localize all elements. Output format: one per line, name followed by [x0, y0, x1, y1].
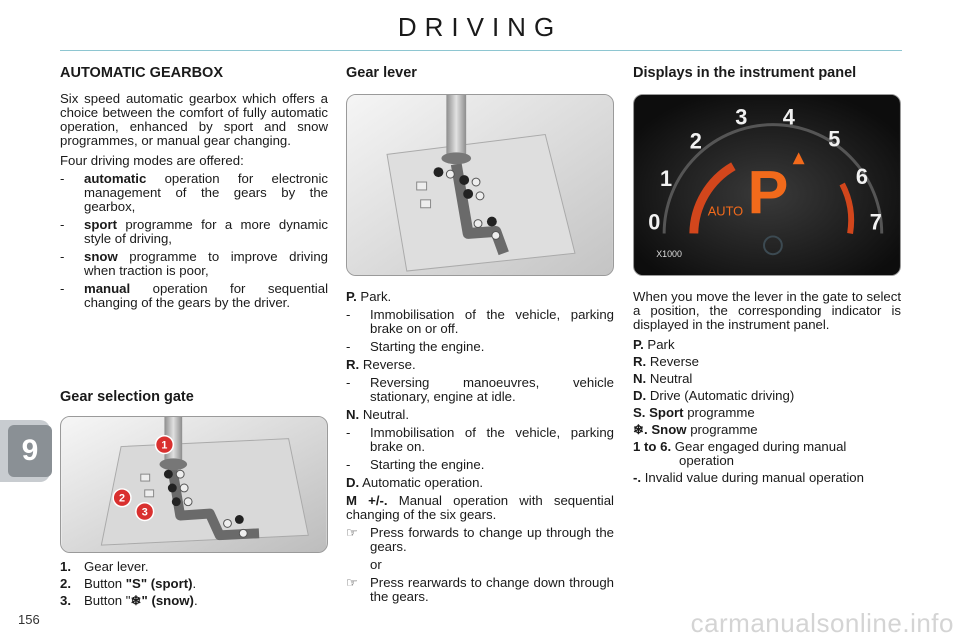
display-item: [633, 389, 901, 403]
lever-plain: or: [370, 557, 382, 572]
lever-detail-text: Starting the engine.: [370, 457, 485, 472]
display-code: -.: [633, 470, 642, 485]
chapter-number: 9: [8, 425, 52, 477]
lever-detail-mark: -: [346, 307, 351, 322]
lever-position-code: R.: [346, 357, 360, 372]
lever-detail: [346, 458, 614, 472]
gear-lever-illustration: [346, 94, 614, 276]
display-item: [633, 471, 901, 485]
display-item: [633, 338, 901, 352]
display-desc: programme: [686, 422, 758, 437]
display-item: [633, 440, 901, 468]
lever-detail-text: Reversing manoeuvres, vehicle stationary, engine at idle.: [370, 375, 614, 404]
mode-desc: operation for electronic management of the gears by the gearbox,: [84, 171, 328, 214]
callout-3-label: 3: [141, 506, 148, 519]
tick-2: 2: [689, 128, 702, 154]
lever-position: [346, 408, 614, 422]
lever-detail: [346, 526, 614, 554]
header-rule: [60, 50, 902, 51]
auto-indicator: AUTO: [707, 203, 744, 219]
lever-position: [346, 358, 614, 372]
column-automatic-gearbox: [60, 66, 328, 314]
lever-position: [346, 494, 614, 522]
mode-text: [84, 282, 328, 310]
legend-bold: "S" (sport): [125, 576, 193, 591]
display-code: P.: [633, 337, 644, 352]
instrument-panel-illustration: [633, 94, 901, 276]
lever-detail-text: Press forwards to change up through the gears.: [370, 525, 614, 554]
tick-1: 1: [660, 165, 673, 191]
legend-pre: Button ": [84, 593, 131, 608]
display-desc: Park: [643, 337, 675, 352]
gear-lever-text: [346, 290, 614, 608]
legend-number: 1.: [60, 559, 71, 574]
callout-3: [136, 503, 154, 521]
display-code: R.: [633, 354, 647, 369]
legend-number: 2.: [60, 576, 71, 591]
legend-pre: Gear lever.: [84, 559, 149, 574]
tick-7: 7: [869, 209, 882, 235]
display-code: N.: [633, 371, 647, 386]
tick-0: 0: [648, 209, 661, 235]
display-list: [633, 338, 901, 485]
lever-position-desc: Reverse.: [359, 357, 416, 372]
legend-post: .: [193, 593, 198, 608]
display-desc: programme: [683, 405, 755, 420]
section-title-automatic-gearbox: AUTOMATIC GEARBOX: [60, 65, 223, 81]
lever-detail-mark: ☞: [346, 525, 358, 540]
lever-detail-mark: ☞: [346, 575, 358, 590]
mode-dash: -: [60, 249, 65, 264]
lever-detail-mark: -: [346, 457, 351, 472]
lever-position-code: P.: [346, 289, 357, 304]
modes-intro: Four driving modes are offered:: [60, 153, 244, 168]
display-item: [633, 423, 901, 437]
display-item: [633, 355, 901, 369]
legend-post: .: [192, 576, 197, 591]
displays-text: [633, 290, 901, 488]
lever-position: [346, 290, 614, 304]
mode-name: snow: [84, 249, 118, 264]
lever-list: [346, 290, 614, 604]
lever-position-code: M +/-.: [346, 493, 388, 508]
lever-position-code: D.: [346, 475, 360, 490]
display-item: [633, 406, 901, 420]
legend-item: [60, 577, 328, 591]
gear-gate-illustration: [60, 416, 328, 553]
gate-legend: [60, 560, 328, 611]
legend-item: [60, 560, 328, 574]
gear-lever-drawing: [347, 95, 613, 275]
tick-4: 4: [782, 104, 795, 130]
tick-5: 5: [828, 126, 841, 152]
lever-detail-text: Immobilisation of the vehicle, parking brake on.: [370, 425, 614, 454]
lever-detail-mark: -: [346, 375, 351, 390]
mode-name: sport: [84, 217, 117, 232]
lever-detail: [346, 308, 614, 336]
mode-desc: programme to improve driving when traction is poor,: [84, 249, 328, 278]
page-number: 156: [18, 612, 40, 627]
modes-list: [60, 172, 328, 310]
instrument-dial: [634, 95, 900, 275]
lever-detail: [346, 340, 614, 354]
gate-section: [60, 390, 328, 416]
lever-detail-text: Immobilisation of the vehicle, parking brake on or off.: [370, 307, 614, 336]
display-desc: Drive (Automatic driving): [646, 388, 795, 403]
display-item: [633, 372, 901, 386]
gear-gate-drawing: [61, 417, 327, 552]
legend-number: 3.: [60, 593, 71, 608]
column-displays: [633, 66, 901, 92]
mode-name: manual: [84, 281, 131, 296]
legend-text: [84, 560, 149, 574]
lever-detail: [346, 576, 614, 604]
watermark: carmanualsonline.info: [690, 608, 954, 638]
legend-pre: Button: [84, 576, 126, 591]
lever-detail-text: Press rearwards to change down through the gears.: [370, 575, 614, 604]
legend-bold: ❄" (snow): [130, 593, 194, 608]
mode-dash: -: [60, 281, 65, 296]
callout-1-label: 1: [161, 439, 168, 452]
display-code: ❄. Snow: [633, 422, 687, 437]
display-desc: Invalid value during manual operation: [641, 470, 864, 485]
section-title-displays: Displays in the instrument panel: [633, 65, 857, 81]
callout-2-label: 2: [119, 492, 126, 505]
legend-item: [60, 594, 328, 608]
mode-text: [84, 172, 328, 214]
gear-lever-shaft: [446, 95, 466, 160]
lever-detail-mark: -: [346, 339, 351, 354]
intro-paragraph: Six speed automatic gearbox which offers a choice between the comfort of fully automatic operation, enhanced by sport and snow programmes, or manual gear changing.: [60, 91, 328, 148]
lever-detail-text: Starting the engine.: [370, 339, 485, 354]
display-code: S. Sport: [633, 405, 684, 420]
lever-detail: [346, 376, 614, 404]
display-desc: Neutral: [646, 371, 693, 386]
section-title-gear-selection-gate: Gear selection gate: [60, 389, 194, 405]
lever-detail-mark: -: [346, 425, 351, 440]
display-desc: Gear engaged during manual operation: [671, 439, 847, 468]
lever-position-code: N.: [346, 407, 360, 422]
mode-item: [60, 282, 328, 310]
legend-text: [84, 594, 198, 608]
mode-dash: -: [60, 171, 65, 186]
mode-desc: programme for a more dynamic style of driving,: [84, 217, 328, 246]
callout-2: [113, 489, 131, 507]
mode-dash: -: [60, 217, 65, 232]
mode-item: [60, 172, 328, 214]
tick-6: 6: [855, 164, 868, 190]
legend-list: [60, 560, 328, 608]
mode-item: [60, 218, 328, 246]
lever-position-desc: Neutral.: [359, 407, 410, 422]
lever-position: [346, 476, 614, 490]
callout-1: [156, 436, 174, 454]
mode-desc: operation for sequential changing of the gears by the driver.: [84, 281, 328, 310]
rpm-unit: X1000: [656, 249, 682, 260]
section-title-gear-lever: Gear lever: [346, 65, 417, 81]
mode-text: [84, 218, 328, 246]
mode-item: [60, 250, 328, 278]
mode-text: [84, 250, 328, 278]
column-gear-lever: [346, 66, 614, 92]
display-code: D.: [633, 388, 647, 403]
legend-text: [84, 577, 196, 591]
display-code: 1 to 6.: [633, 439, 672, 454]
tick-3: 3: [735, 104, 748, 130]
lever-position-desc: Manual operation with sequential changing of the six gears.: [346, 493, 614, 522]
mode-name: automatic: [84, 171, 147, 186]
display-desc: Reverse: [646, 354, 699, 369]
page-title: DRIVING: [397, 12, 563, 42]
gear-indicator: P: [747, 157, 789, 227]
lever-position-desc: Automatic operation.: [359, 475, 484, 490]
displays-intro: When you move the lever in the gate to select a position, the corresponding indicator is displayed in the instrument panel.: [633, 289, 901, 332]
lever-position-desc: Park.: [356, 289, 392, 304]
lever-detail: [346, 426, 614, 454]
